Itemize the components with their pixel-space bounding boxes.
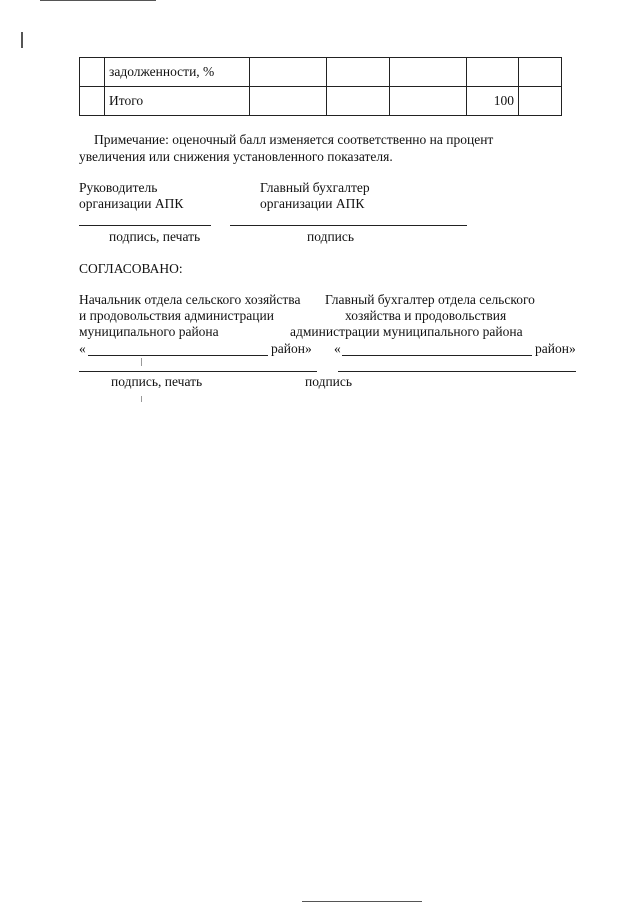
dept-accountant-title-line-2: хозяйства и продовольствия (345, 308, 507, 323)
dept-head-signature-caption: подпись, печать (111, 374, 203, 389)
left-district-suffix: район» (271, 341, 312, 356)
note-line-2: увеличения или снижения установленного показателя. (79, 149, 393, 164)
dept-accountant-signature-caption: подпись (305, 374, 353, 389)
dept-accountant-title-line-3: администрации муниципального района (290, 324, 523, 339)
table-cell (390, 87, 467, 116)
table-cell (519, 58, 562, 87)
table-cell: Итого (105, 87, 250, 116)
scan-left-margin-mark (21, 32, 23, 48)
table-cell: 100 (467, 87, 519, 116)
head-title-line-1: Руководитель (79, 180, 158, 195)
table-cell (250, 87, 327, 116)
head-title-line-2: организации АПК (79, 196, 184, 211)
accountant-signature-line (230, 225, 467, 226)
scan-top-edge-mark (40, 0, 156, 1)
dept-head-title-line-3: муниципального района (79, 324, 219, 339)
note-line-1: Примечание: оценочный балл изменяется соответственно на процент (94, 132, 494, 147)
table-cell (327, 87, 390, 116)
accountant-signature-caption: подпись (307, 229, 355, 244)
left-district-name-blank (88, 355, 268, 356)
table-cell (250, 58, 327, 87)
table-cell (467, 58, 519, 87)
accountant-title-line-1: Главный бухгалтер (260, 180, 370, 195)
right-district-name-blank (342, 355, 532, 356)
table-cell (80, 58, 105, 87)
dept-head-signature-line (79, 371, 317, 372)
dept-head-title-line-1: Начальник отдела сельского хозяйства (79, 292, 301, 307)
scan-bottom-edge-mark (302, 901, 422, 902)
accountant-title-line-2: организации АПК (260, 196, 365, 211)
right-district-open-quote: « (334, 341, 341, 356)
table-cell (390, 58, 467, 87)
dept-head-title-line-2: и продовольствия администрации (79, 308, 274, 323)
agreed-heading: СОГЛАСОВАНО: (79, 261, 183, 276)
table-cell: задолженности, % (105, 58, 250, 87)
head-signature-line (79, 225, 211, 226)
head-signature-caption: подпись, печать (109, 229, 201, 244)
right-district-suffix: район» (535, 341, 576, 356)
table-row (80, 87, 562, 116)
dept-accountant-signature-line (338, 371, 576, 372)
table-cell (519, 87, 562, 116)
table-cell (327, 58, 390, 87)
table-row (80, 58, 562, 87)
table-cell (80, 87, 105, 116)
dept-accountant-title-line-1: Главный бухгалтер отдела сельского (325, 292, 535, 307)
scan-tick-mark (141, 358, 142, 366)
scan-tick-mark (141, 396, 142, 402)
left-district-open-quote: « (79, 341, 86, 356)
score-table (79, 57, 562, 116)
